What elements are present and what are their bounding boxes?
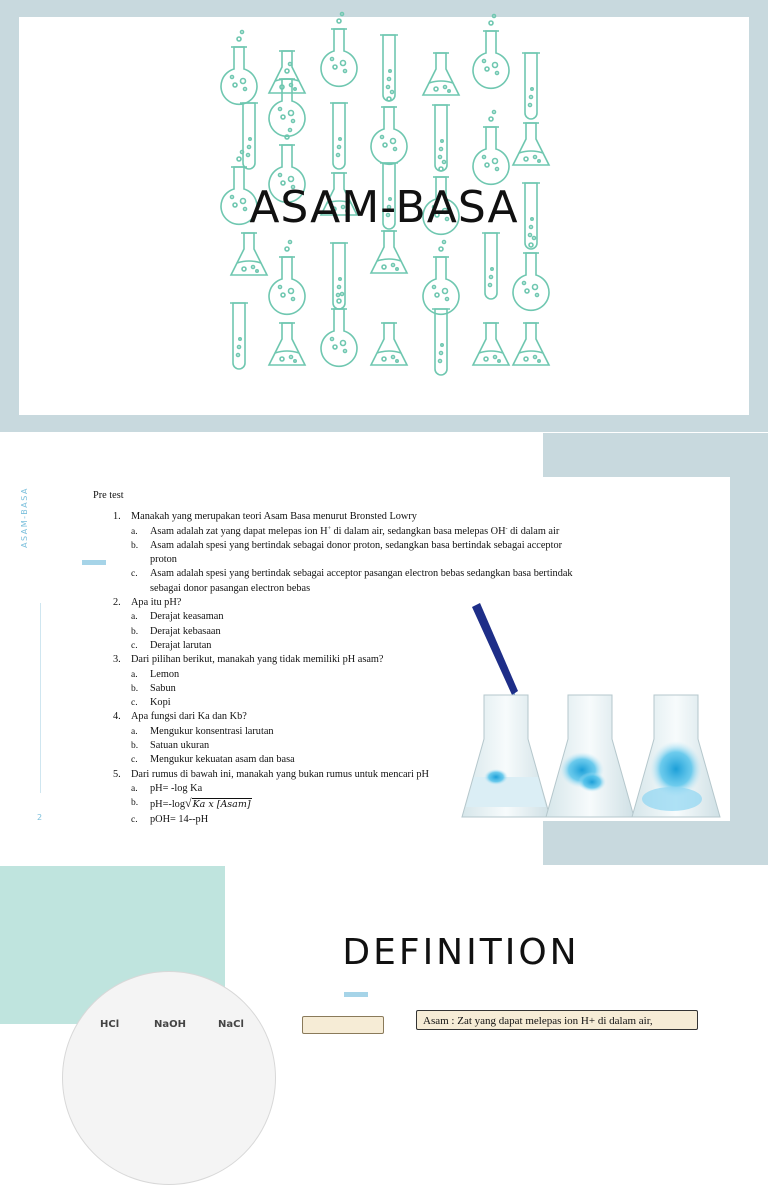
question-1 [93, 510, 583, 524]
option-letter: a. [131, 526, 138, 537]
option-text: Satuan ukuran [150, 740, 210, 752]
option-text: Mengukur konsentrasi larutan [150, 725, 274, 737]
sqrt-symbol: √ [184, 796, 192, 811]
option-text: pH= -log Ka [150, 782, 203, 794]
chemical-label-hcl: HCl [100, 1019, 120, 1030]
option-letter: b. [131, 798, 139, 809]
option-2b [93, 625, 583, 639]
frame-block-top [543, 433, 768, 477]
frame-block-bottom [543, 821, 768, 865]
definition-box: Asam : Zat yang dapat melepas ion H+ di dalam air, [416, 1010, 698, 1030]
question-number: 2. [113, 597, 121, 609]
option-4a [93, 725, 583, 739]
question-text: Dari rumus di bawah ini, manakah yang bukan rumus untuk mencari pH [131, 768, 429, 780]
question-text: Dari pilihan berikut, manakah yang tidak memiliki pH asam? [131, 654, 384, 666]
option-text-part: Asam adalah zat yang dapat melepas ion H [150, 525, 328, 537]
option-1c [93, 567, 583, 596]
option-text: Mengukur kekuatan asam dan basa [150, 754, 295, 766]
slide-definition [0, 866, 768, 1030]
label-box [302, 1016, 384, 1034]
option-text-part: di dalam air [507, 525, 560, 537]
slide-cover [0, 0, 768, 432]
question-text: Apa fungsi dari Ka dan Kb? [131, 711, 247, 723]
question-text: Apa itu pH? [131, 597, 182, 609]
option-5c [93, 813, 583, 827]
chemical-label-nacl: NaCl [218, 1019, 244, 1030]
option-text: Derajat keasaman [150, 611, 224, 623]
option-2a [93, 610, 583, 624]
question-number: 4. [113, 711, 121, 723]
question-2 [93, 596, 583, 610]
option-text: pOH= 14--pH [150, 813, 209, 825]
option-2c [93, 639, 583, 653]
option-text: Sabun [150, 682, 176, 694]
option-letter: b. [131, 540, 139, 551]
accent-dash [344, 992, 368, 997]
option-1b [93, 539, 583, 568]
beaker-right [632, 695, 720, 817]
chemical-label-naoh: NaOH [154, 1019, 186, 1030]
option-text: Asam adalah spesi yang bertindak sebagai acceptor pasangan electron bebas sedangkan basa bertindak sebagai donor pasangan electron bebas [150, 568, 573, 594]
question-number: 1. [113, 511, 121, 523]
option-letter: c. [131, 698, 138, 709]
option-text: Lemon [150, 668, 180, 680]
question-5 [93, 768, 583, 782]
side-label [19, 473, 54, 573]
chemicals-circle [62, 971, 276, 1185]
question-number: 5. [113, 768, 121, 780]
option-letter: c. [131, 640, 138, 651]
option-4c [93, 753, 583, 767]
option-text: Kopi [150, 697, 171, 709]
formula-radicand: Ka x [Asam] [192, 799, 251, 811]
question-number: 3. [113, 654, 121, 666]
option-text: Derajat larutan [150, 639, 212, 651]
option-text: Derajat kebasaan [150, 625, 221, 637]
option-letter: a. [131, 669, 138, 680]
side-divider [40, 603, 41, 793]
quiz-title: Pre test [93, 490, 124, 501]
option-5b [93, 796, 583, 812]
formula-prefix: pH=-log [150, 799, 185, 811]
option-3a [93, 668, 583, 682]
option-letter: b. [131, 683, 139, 694]
option-4b [93, 739, 583, 753]
option-text: Asam adalah spesi yang bertindak sebagai donor proton, sedangkan basa bertindak sebagai acceptor proton [150, 539, 563, 566]
side-label-text: ASAM-BASA [19, 487, 29, 548]
superscript-minus: - [505, 525, 508, 532]
option-letter: c. [131, 814, 138, 825]
option-3c [93, 696, 583, 710]
question-text: Manakah yang merupakan teori Asam Basa menurut Bronsted Lowry [131, 511, 417, 523]
option-5a [93, 782, 583, 796]
cover-title: ASAM-BASA [249, 182, 519, 233]
definition-title: DEFINITION [342, 932, 580, 973]
option-letter: a. [131, 783, 138, 794]
option-letter: a. [131, 612, 138, 623]
pretest-quiz [93, 489, 583, 827]
option-letter: c. [131, 755, 138, 766]
slide-pretest [0, 433, 768, 865]
option-letter: a. [131, 726, 138, 737]
question-4 [93, 710, 583, 724]
option-letter: b. [131, 741, 139, 752]
option-letter: c. [131, 569, 138, 580]
page-number: 2 [37, 813, 43, 822]
option-1a [93, 525, 583, 539]
superscript-plus: + [327, 525, 331, 532]
option-3b [93, 682, 583, 696]
option-text-part: di dalam air, sedangkan basa melepas OH [330, 525, 506, 537]
question-3 [93, 653, 583, 667]
option-letter: b. [131, 626, 139, 637]
frame-block-right [730, 477, 768, 821]
